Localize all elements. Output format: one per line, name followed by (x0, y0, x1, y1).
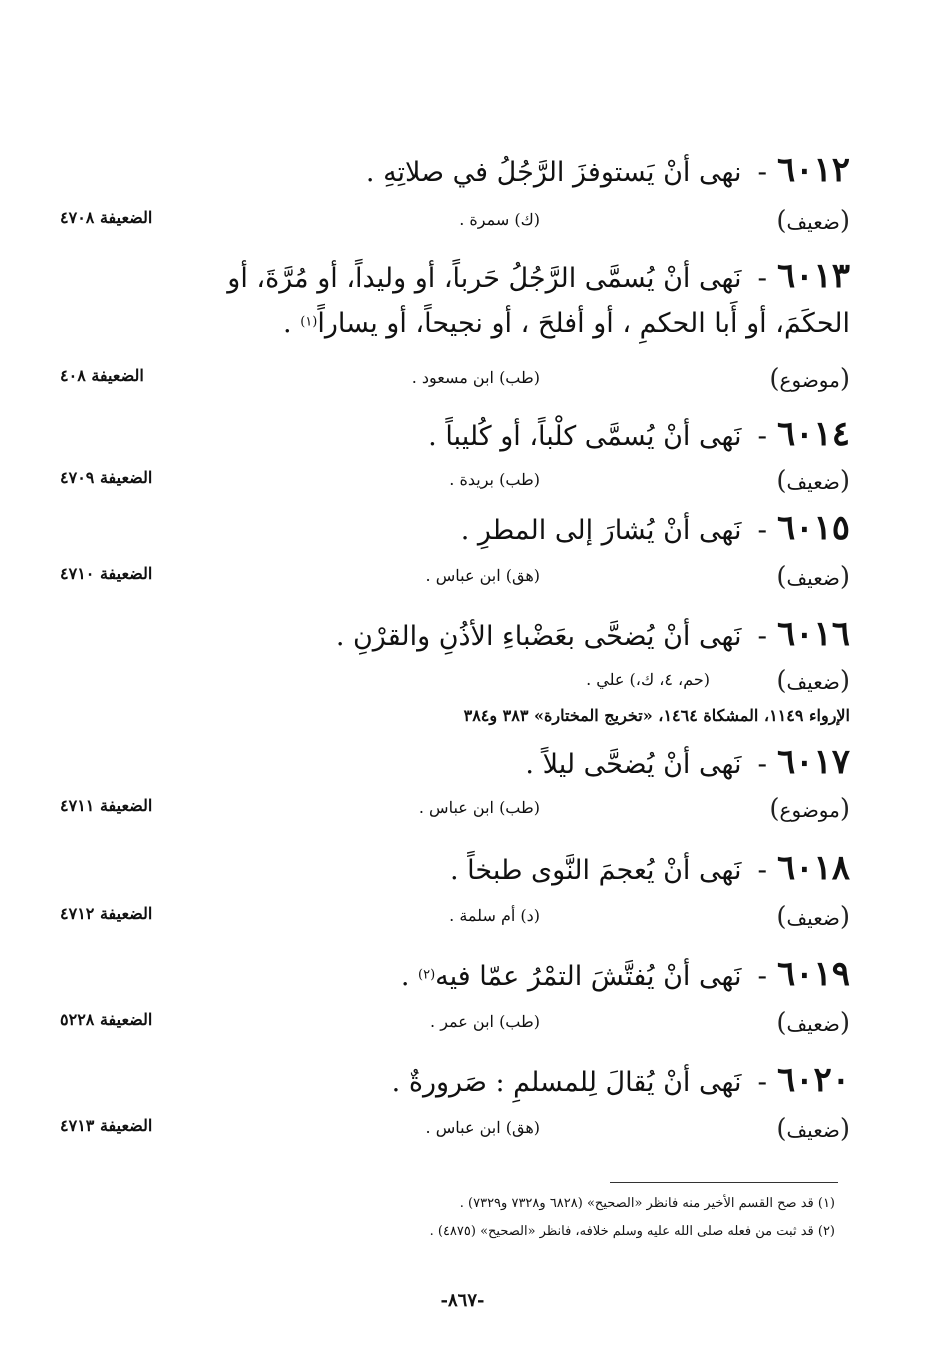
grade-label: (ضعيف) (776, 562, 850, 592)
hadith-entry-6019 (60, 954, 850, 1054)
source-citation: (حم، ٤، ك،) علي . (586, 670, 710, 689)
hadith-text: نَهى أنْ يُفتَّشَ التمْرُ عمّا فيه (435, 961, 742, 992)
hadith-line: ٦٠٢٠-نَهى أنْ يُقالَ لِلمسلمِ : صَرورةٌ . (391, 1060, 850, 1100)
reference-number: الضعيفة ٤٧١٢ (60, 904, 153, 923)
hadith-text-continued: الحكَمَ، أو أَبا الحكمِ ، أو أفلحَ ، أو نجيحاً، أو يساراً (317, 308, 850, 339)
source-citation: (د) أم سلمة . (449, 906, 540, 925)
hadith-text: نَهى أنْ يُسمَّى كلْباً، أو كُليباً . (428, 421, 742, 452)
grade-label: (ضعيف) (776, 1008, 850, 1038)
hadith-line-continued: الحكَمَ، أو أَبا الحكمِ ، أو أفلحَ ، أو نجيحاً، أو يساراً$^{(١)}$ . (283, 308, 850, 339)
page-number: -٨٦٧- (440, 1290, 485, 1311)
reference-number: الضعيفة ٥٢٢٨ (60, 1010, 153, 1029)
hadith-text: نَهى أنْ يُعجمَ النَّوى طبخاً . (450, 855, 742, 886)
hadith-meta (60, 794, 850, 834)
source-citation: (ك) سمرة . (459, 210, 540, 229)
hadith-line: ٦٠١٤-نَهى أنْ يُسمَّى كلْباً، أو كُليباً . (428, 414, 850, 454)
hadith-meta (60, 466, 850, 506)
source-citation: (طب) ابن عباس . (418, 798, 540, 817)
hadith-text: نَهى أنْ يُضحَّى ليلاً . (525, 749, 742, 780)
hadith-line: ٦٠١٩-نَهى أنْ يُفتَّشَ التمْرُ عمّا فيه$^{(٢)}$ . (400, 954, 850, 994)
reference-number: الضعيفة ٤٧٠٩ (60, 468, 153, 487)
hadith-line: ٦٠١٦-نَهى أنْ يُضحَّى بعَضْباءِ الأذُنِ والقرْنِ . (335, 614, 850, 654)
grade-label: (ضعيف) (776, 1114, 850, 1144)
hadith-number: ٦٠١٥ (776, 508, 850, 548)
grade-label: (موضوع) (769, 364, 850, 394)
footnote-marker: (٢) (418, 967, 436, 983)
grade-label: (ضعيف) (776, 466, 850, 496)
hadith-line: ٦٠١٨-نَهى أنْ يُعجمَ النَّوى طبخاً . (450, 848, 850, 888)
hadith-entry-6014 (60, 414, 850, 514)
grade-label: (ضعيف) (776, 666, 850, 696)
reference-number: الضعيفة ٤٧١٠ (60, 564, 153, 583)
hadith-number: ٦٠١٧ (776, 742, 850, 782)
hadith-number: ٦٠١٢ (776, 150, 850, 190)
hadith-line: ٦٠١٢-نهى أنْ يَستوفزَ الرَّجُلُ في صلاتِهِ . (365, 150, 850, 190)
hadith-number: ٦٠١٣ (776, 256, 850, 296)
hadith-meta (60, 364, 850, 404)
reference-number: الضعيفة ٤٧١٣ (60, 1116, 153, 1135)
grade-label: (ضعيف) (776, 902, 850, 932)
footnote-marker: (١) (300, 314, 318, 330)
hadith-number: ٦٠١٩ (776, 954, 850, 994)
hadith-entry-6017 (60, 742, 850, 842)
hadith-number: ٦٠١٤ (776, 414, 850, 454)
hadith-line: ٦٠١٥-نَهى أنْ يُشارَ إلى المطرِ . (460, 508, 850, 548)
hadith-meta (60, 902, 850, 942)
footnote-2: (٢) قد ثبت من فعله صلى الله عليه وسلم خلافه، فانظر «الصحيح» (٤٨٧٥) . (429, 1224, 835, 1239)
hadith-text: نَهى أنْ يُقالَ لِلمسلمِ : صَرورةٌ . (391, 1067, 742, 1098)
hadith-text: نهى أنْ يَستوفزَ الرَّجُلُ في صلاتِهِ . (365, 157, 742, 188)
hadith-meta (60, 1114, 850, 1154)
source-citation: (هق) ابن عباس . (425, 566, 540, 585)
reference-number: الضعيفة ٤٠٨ (60, 366, 144, 385)
hadith-entry-6016 (60, 614, 850, 744)
footnote-1: (١) قد صح القسم الأخير منه فانظر «الصحيح» (٦٨٢٨ و٧٣٢٨ و٧٣٢٩) . (459, 1196, 835, 1211)
grade-label: (موضوع) (769, 794, 850, 824)
hadith-line: ٦٠١٧-نَهى أنْ يُضحَّى ليلاً . (525, 742, 850, 782)
footnote-divider (610, 1182, 838, 1183)
hadith-meta (60, 1008, 850, 1048)
hadith-number: ٦٠٢٠ (776, 1060, 850, 1100)
additional-references: الإرواء ١١٤٩، المشكاة ١٤٦٤، «تخريج المختارة» ٣٨٣ و٣٨٤ (463, 706, 850, 725)
reference-number: الضعيفة ٤٧٠٨ (60, 208, 153, 227)
hadith-meta (60, 562, 850, 602)
hadith-text: نَهى أنْ يُشارَ إلى المطرِ . (460, 515, 742, 546)
hadith-text: نَهى أنْ يُسمَّى الرَّجُلُ حَرباً، أو وليداً، أو مُرَّةَ، أو (227, 263, 742, 294)
hadith-number: ٦٠١٦ (776, 614, 850, 654)
hadith-text: نَهى أنْ يُضحَّى بعَضْباءِ الأذُنِ والقرْنِ . (335, 621, 742, 652)
reference-number: الضعيفة ٤٧١١ (60, 796, 153, 815)
hadith-entry-6018 (60, 848, 850, 948)
source-citation: (طب) بريدة . (449, 470, 540, 489)
source-citation: (هق) ابن عباس . (425, 1118, 540, 1137)
hadith-meta (60, 666, 850, 706)
grade-label: (ضعيف) (776, 206, 850, 236)
hadith-entry-6012 (60, 150, 850, 250)
hadith-entry-6013 (60, 256, 850, 406)
hadith-line: ٦٠١٣-نَهى أنْ يُسمَّى الرَّجُلُ حَرباً، أو وليداً، أو مُرَّةَ، أو (227, 256, 850, 296)
hadith-entry-6015 (60, 508, 850, 608)
source-citation: (طب) ابن عمر . (430, 1012, 540, 1031)
hadith-entry-6020 (60, 1060, 850, 1160)
hadith-number: ٦٠١٨ (776, 848, 850, 888)
source-citation: (طب) ابن مسعود . (411, 368, 540, 387)
hadith-meta (60, 206, 850, 246)
